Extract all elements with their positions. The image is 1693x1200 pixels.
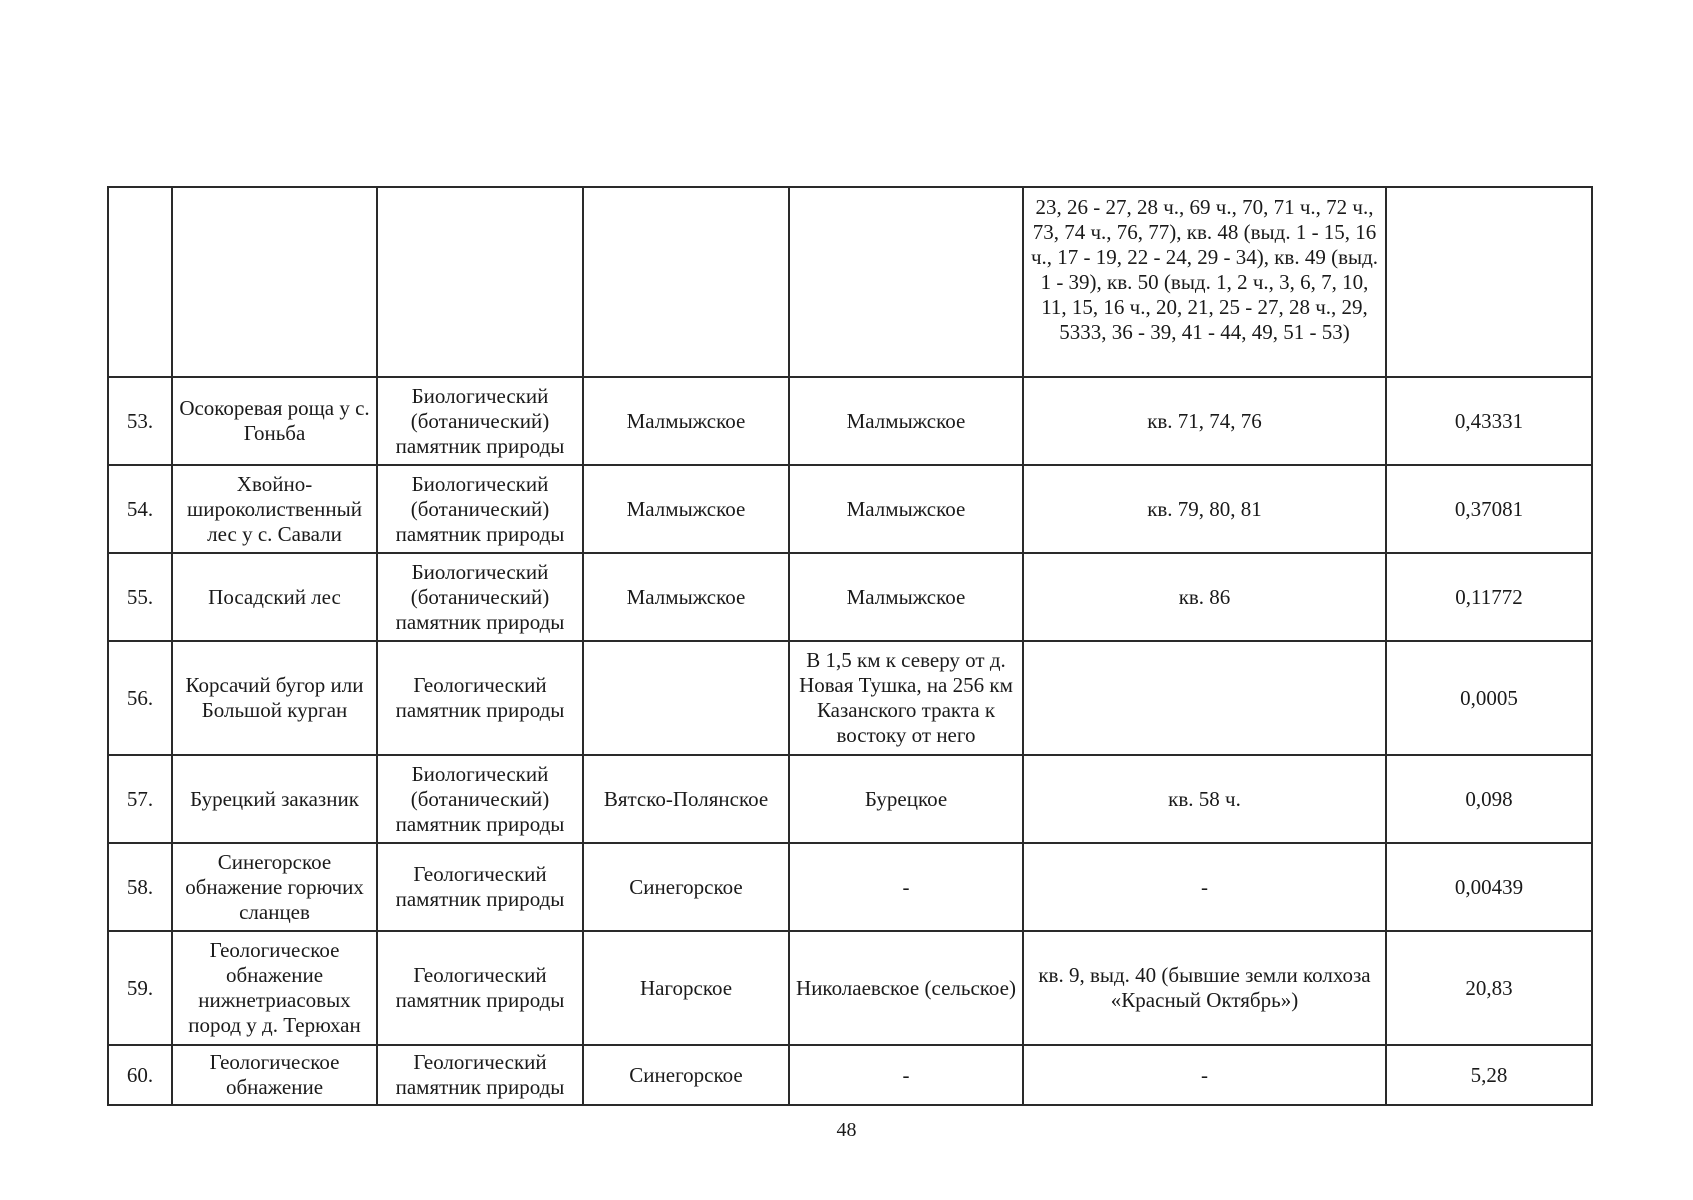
cell-name: Бурецкий заказник (172, 755, 377, 843)
cell-num: 56. (108, 641, 172, 755)
cell-area: 0,098 (1386, 755, 1592, 843)
cell-forestry: Малмыжское (583, 553, 789, 641)
cell-forestry: Нагорское (583, 931, 789, 1045)
table-row (108, 377, 1592, 465)
cell-district-forestry: Малмыжское (789, 377, 1023, 465)
cell-num: 60. (108, 1045, 172, 1105)
cell-forestry: Вятско-Полянское (583, 755, 789, 843)
table-row (108, 931, 1592, 1045)
table-row (108, 553, 1592, 641)
cell-name: Синегорское обнажение горючих сланцев (172, 843, 377, 931)
table-row (108, 641, 1592, 755)
cell-name: Геологическое обнажение нижнетриасовых пород у д. Терюхан (172, 931, 377, 1045)
cell-area: 5,28 (1386, 1045, 1592, 1105)
cell-district-forestry: Малмыжское (789, 465, 1023, 553)
cell-quarters (1023, 641, 1386, 755)
cell-district-forestry: Малмыжское (789, 553, 1023, 641)
cell-district-forestry (789, 187, 1023, 377)
cell-category: Геологический памятник природы (377, 931, 583, 1045)
cell-name (172, 187, 377, 377)
cell-forestry: Малмыжское (583, 465, 789, 553)
cell-quarters: - (1023, 1045, 1386, 1105)
protected-areas-table (107, 186, 1593, 1106)
cell-area: 20,83 (1386, 931, 1592, 1045)
cell-quarters: - (1023, 843, 1386, 931)
cell-category: Биологический (ботанический) памятник природы (377, 377, 583, 465)
table-row (108, 465, 1592, 553)
cell-quarters: 23, 26 - 27, 28 ч., 69 ч., 70, 71 ч., 72 ч., 73, 74 ч., 76, 77), кв. 48 (выд. 1 - 15, 16 ч., 17 - 19, 22 - 24, 29 - 34), кв. 49 (выд. 1 - 39), кв. 50 (выд. 1, 2 ч., 3, 6, 7, 10, 11, 15, 16 ч., 20, 21, 25 - 27, 28 ч., 29, 5333, 36 - 39, 41 - 44, 49, 51 - 53) (1023, 187, 1386, 377)
table-row-continuation (108, 187, 1592, 377)
cell-num (108, 187, 172, 377)
cell-forestry: Синегорское (583, 843, 789, 931)
cell-num: 54. (108, 465, 172, 553)
cell-category: Геологический памятник природы (377, 843, 583, 931)
cell-quarters: кв. 86 (1023, 553, 1386, 641)
cell-num: 55. (108, 553, 172, 641)
cell-quarters: кв. 9, выд. 40 (бывшие земли колхоза «Красный Октябрь») (1023, 931, 1386, 1045)
cell-name: Корсачий бугор или Большой курган (172, 641, 377, 755)
cell-forestry: Малмыжское (583, 377, 789, 465)
cell-category: Биологический (ботанический) памятник природы (377, 755, 583, 843)
cell-category: Биологический (ботанический) памятник природы (377, 465, 583, 553)
cell-num: 59. (108, 931, 172, 1045)
cell-area: 0,00439 (1386, 843, 1592, 931)
cell-district-forestry: - (789, 843, 1023, 931)
cell-num: 58. (108, 843, 172, 931)
cell-quarters: кв. 58 ч. (1023, 755, 1386, 843)
cell-area (1386, 187, 1592, 377)
cell-name: Хвойно-широколиственный лес у с. Савали (172, 465, 377, 553)
cell-area: 0,37081 (1386, 465, 1592, 553)
cell-category: Биологический (ботанический) памятник природы (377, 553, 583, 641)
table-row (108, 1045, 1592, 1105)
cell-name: Геологическое обнажение (172, 1045, 377, 1105)
cell-name: Осокоревая роща у с. Гоньба (172, 377, 377, 465)
cell-forestry (583, 641, 789, 755)
cell-category (377, 187, 583, 377)
cell-category: Геологический памятник природы (377, 1045, 583, 1105)
cell-district-forestry: - (789, 1045, 1023, 1105)
table-row (108, 843, 1592, 931)
cell-num: 57. (108, 755, 172, 843)
cell-quarters: кв. 79, 80, 81 (1023, 465, 1386, 553)
cell-forestry: Синегорское (583, 1045, 789, 1105)
cell-area: 0,11772 (1386, 553, 1592, 641)
cell-district-forestry: В 1,5 км к северу от д. Новая Тушка, на 256 км Казанского тракта к востоку от него (789, 641, 1023, 755)
cell-quarters: кв. 71, 74, 76 (1023, 377, 1386, 465)
cell-name: Посадский лес (172, 553, 377, 641)
cell-category: Геологический памятник природы (377, 641, 583, 755)
table-row (108, 755, 1592, 843)
cell-area: 0,43331 (1386, 377, 1592, 465)
cell-area: 0,0005 (1386, 641, 1592, 755)
cell-forestry (583, 187, 789, 377)
page-number: 48 (836, 1119, 857, 1141)
cell-district-forestry: Николаевское (сельское) (789, 931, 1023, 1045)
cell-district-forestry: Бурецкое (789, 755, 1023, 843)
cell-num: 53. (108, 377, 172, 465)
